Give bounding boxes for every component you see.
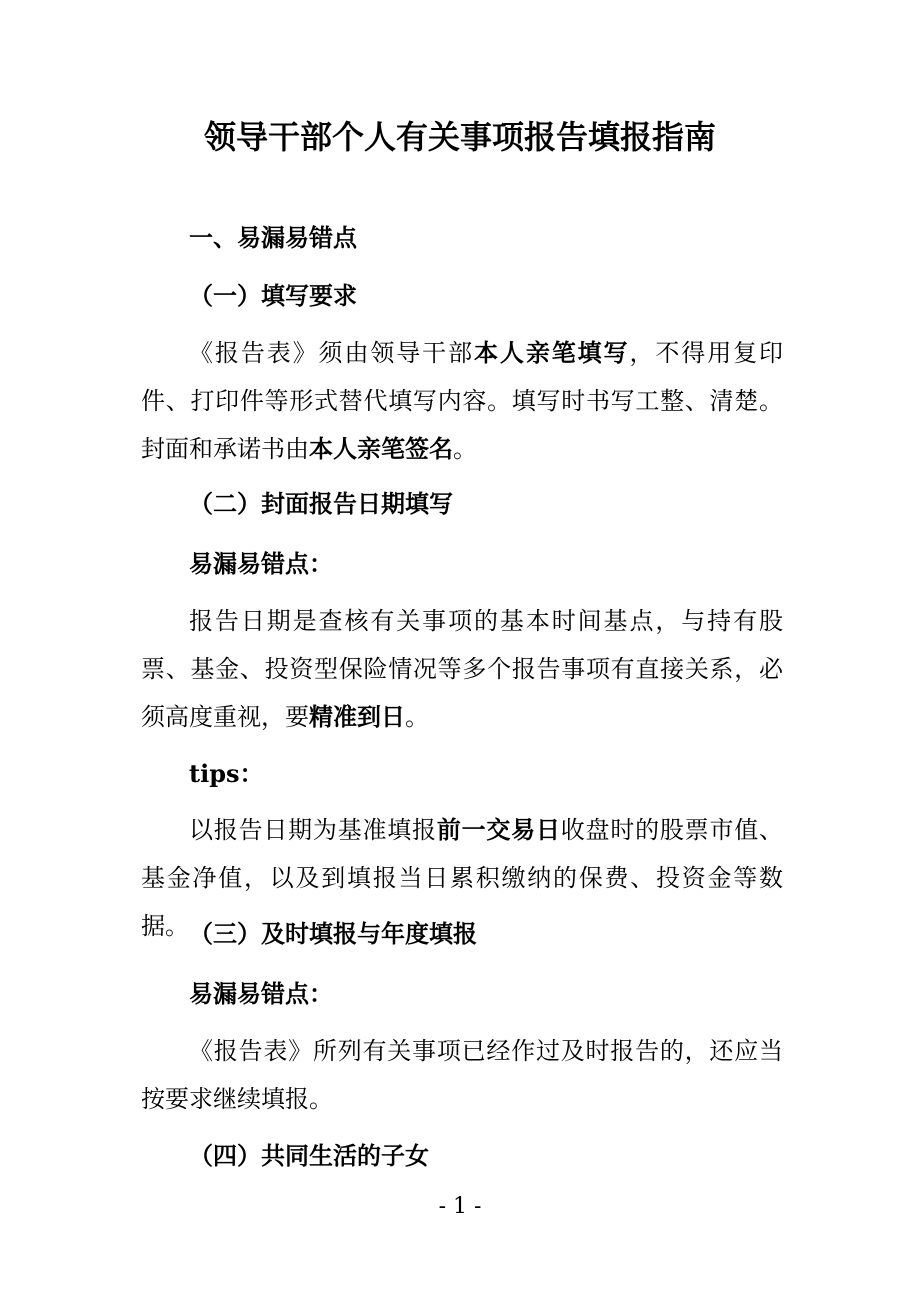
text-run: 收盘时的股票市值、基金净值，以及到填报当日累积缴纳的保费、投资金等数据。 [141, 816, 784, 940]
emphasis-text: 本人亲笔签名 [309, 434, 453, 463]
page-number: - 1 - [438, 1194, 482, 1219]
document-title: 领导干部个人有关事项报告填报指南 [203, 118, 716, 156]
emphasis-text: 精准到日 [309, 702, 405, 731]
paragraph-report-date [141, 597, 783, 741]
text-run: 以报告日期为基准填报 [189, 816, 437, 844]
paragraph-fill-requirements [141, 329, 783, 473]
tips-label: tips： [189, 759, 264, 788]
subsection-heading-4: （四）共同生活的子女 [189, 1141, 429, 1170]
emphasis-text: 本人亲笔填写 [474, 338, 630, 367]
text-run: 。 [453, 435, 477, 463]
error-prone-label: 易漏易错点： [189, 549, 333, 578]
section-heading-1: 一、易漏易错点 [189, 223, 357, 252]
text-run: ，不得用复印件、打印件等形式替代填写内容。填写时书写工整、清楚。封面和承诺书由 [141, 339, 784, 463]
subsection-heading-1: （一）填写要求 [189, 281, 357, 310]
text-run: 《报告表》须由领导干部 [189, 339, 474, 367]
text-run: 报告日期是查核有关事项的基本时间基点，与持有股票、基金、投资型保险情况等多个报告事项有直接关系，必须高度重视，要 [141, 607, 783, 731]
subsection-heading-2: （二）封面报告日期填写 [189, 489, 453, 518]
subsection-heading-3: （三）及时填报与年度填报 [189, 919, 477, 948]
error-prone-label: 易漏易错点： [189, 979, 333, 1008]
paragraph-timely-report: 《报告表》所列有关事项已经作过及时报告的，还应当按要求继续填报。 [141, 1037, 783, 1113]
emphasis-text: 前一交易日 [436, 815, 561, 844]
text-run: 。 [405, 703, 429, 731]
